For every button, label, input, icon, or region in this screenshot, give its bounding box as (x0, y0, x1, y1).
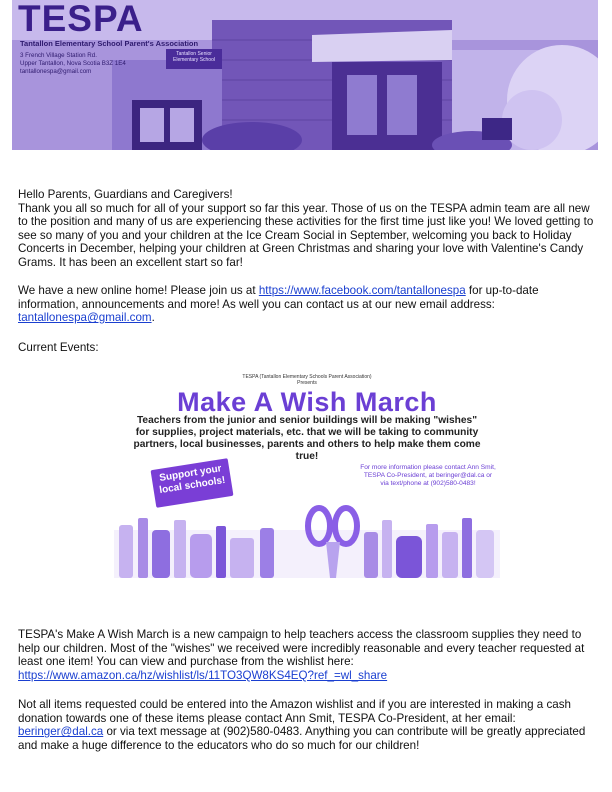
donation-text-1: Not all items requested could be entered into the Amazon wishlist and if you are interested in making a cash donation towards one of these items please contact Ann Smit, TESPA Co-President, at her email: (18, 698, 571, 725)
greeting: Hello Parents, Guardians and Caregivers! (18, 188, 233, 201)
online-text-3: . (151, 311, 155, 325)
poster-contact-info: For more information please contact Ann Smit, TESPA Co-President, at beringer@dal.ca or via text/phone at (902)580-0483! (360, 464, 496, 487)
header-address (20, 52, 126, 76)
address-line-2: Upper Tantallon, Nova Scotia B3Z 1E4 (20, 60, 126, 67)
email-link[interactable]: tantallonespa@gmail.com (18, 311, 152, 325)
sign-line-1: Tantallon Senior (176, 51, 212, 57)
poster-presenter-line-2: Presents (297, 380, 317, 386)
wishlist-link[interactable]: https://www.amazon.ca/hz/wishlist/ls/11TO3QW8KS4EQ?ref_=wl_share (18, 668, 388, 682)
poster-title: Make A Wish March (177, 387, 437, 417)
online-text-1: We have a new online home! Please join us at (18, 284, 259, 297)
support-badge: Support your local schools! (151, 458, 234, 508)
address-line-1: 3 French Village Station Rd. (20, 52, 97, 59)
sign-line-2: Elementary School (173, 57, 215, 63)
online-text-2: for up-to-date information, announcements and more! As well you can contact us at our new email address: (18, 284, 539, 311)
intro-section (18, 188, 596, 270)
header-email: tantallonespa@gmail.com (20, 68, 92, 75)
donation-text-2: or via text message at (902)580-0483. Anything you can contribute will be greatly appreciated and make a huge difference to the educators who do so much for our children! (18, 725, 586, 752)
header-subtitle: Tantallon Elementary School Parent's Association (20, 39, 199, 48)
header-banner (12, 0, 598, 150)
header-title: TESPA (18, 0, 144, 39)
donation-email-link[interactable]: beringer@dal.ca (18, 725, 104, 739)
school-sign (166, 49, 222, 69)
current-events-label: Current Events: (18, 341, 99, 354)
intro-body: Thank you all so much for all of your support so far this year. Those of us on the TESPA admin team are all new to the position and many of us are experiencing these activities for the first time just like you! We loved getting to see so many of you and your children at the Ice Cream Social in September, welcoming you back to Holiday Concerts in December, helping your children at Green Christmas and sharing your love with Valentine's Candy Grams. It has been an excellent start so far! (18, 201, 594, 269)
donation-section (18, 698, 596, 752)
online-section (18, 284, 596, 325)
wish-text: TESPA's Make A Wish March is a new campaign to help teachers access the classroom supplies they need to help our children. Most of the "wishes" we received were incredibly reasonable and every teacher requested at least one item! You can view and purchase from the wishlist here: (18, 628, 585, 669)
wish-section (18, 628, 596, 682)
facebook-link[interactable]: https://www.facebook.com/tantallonespa (258, 284, 466, 297)
make-a-wish-poster (114, 372, 500, 578)
poster-body: Teachers from the junior and senior buildings will be making "wishes" for supplies, project materials, etc. that we will be taking to community partners, local businesses, parents and others to help make them come true! (133, 415, 481, 462)
poster-presenter (114, 374, 500, 386)
poster-presenter-line-1: TESPA (Tantallon Elementary Schools Parent Association) (242, 374, 372, 380)
